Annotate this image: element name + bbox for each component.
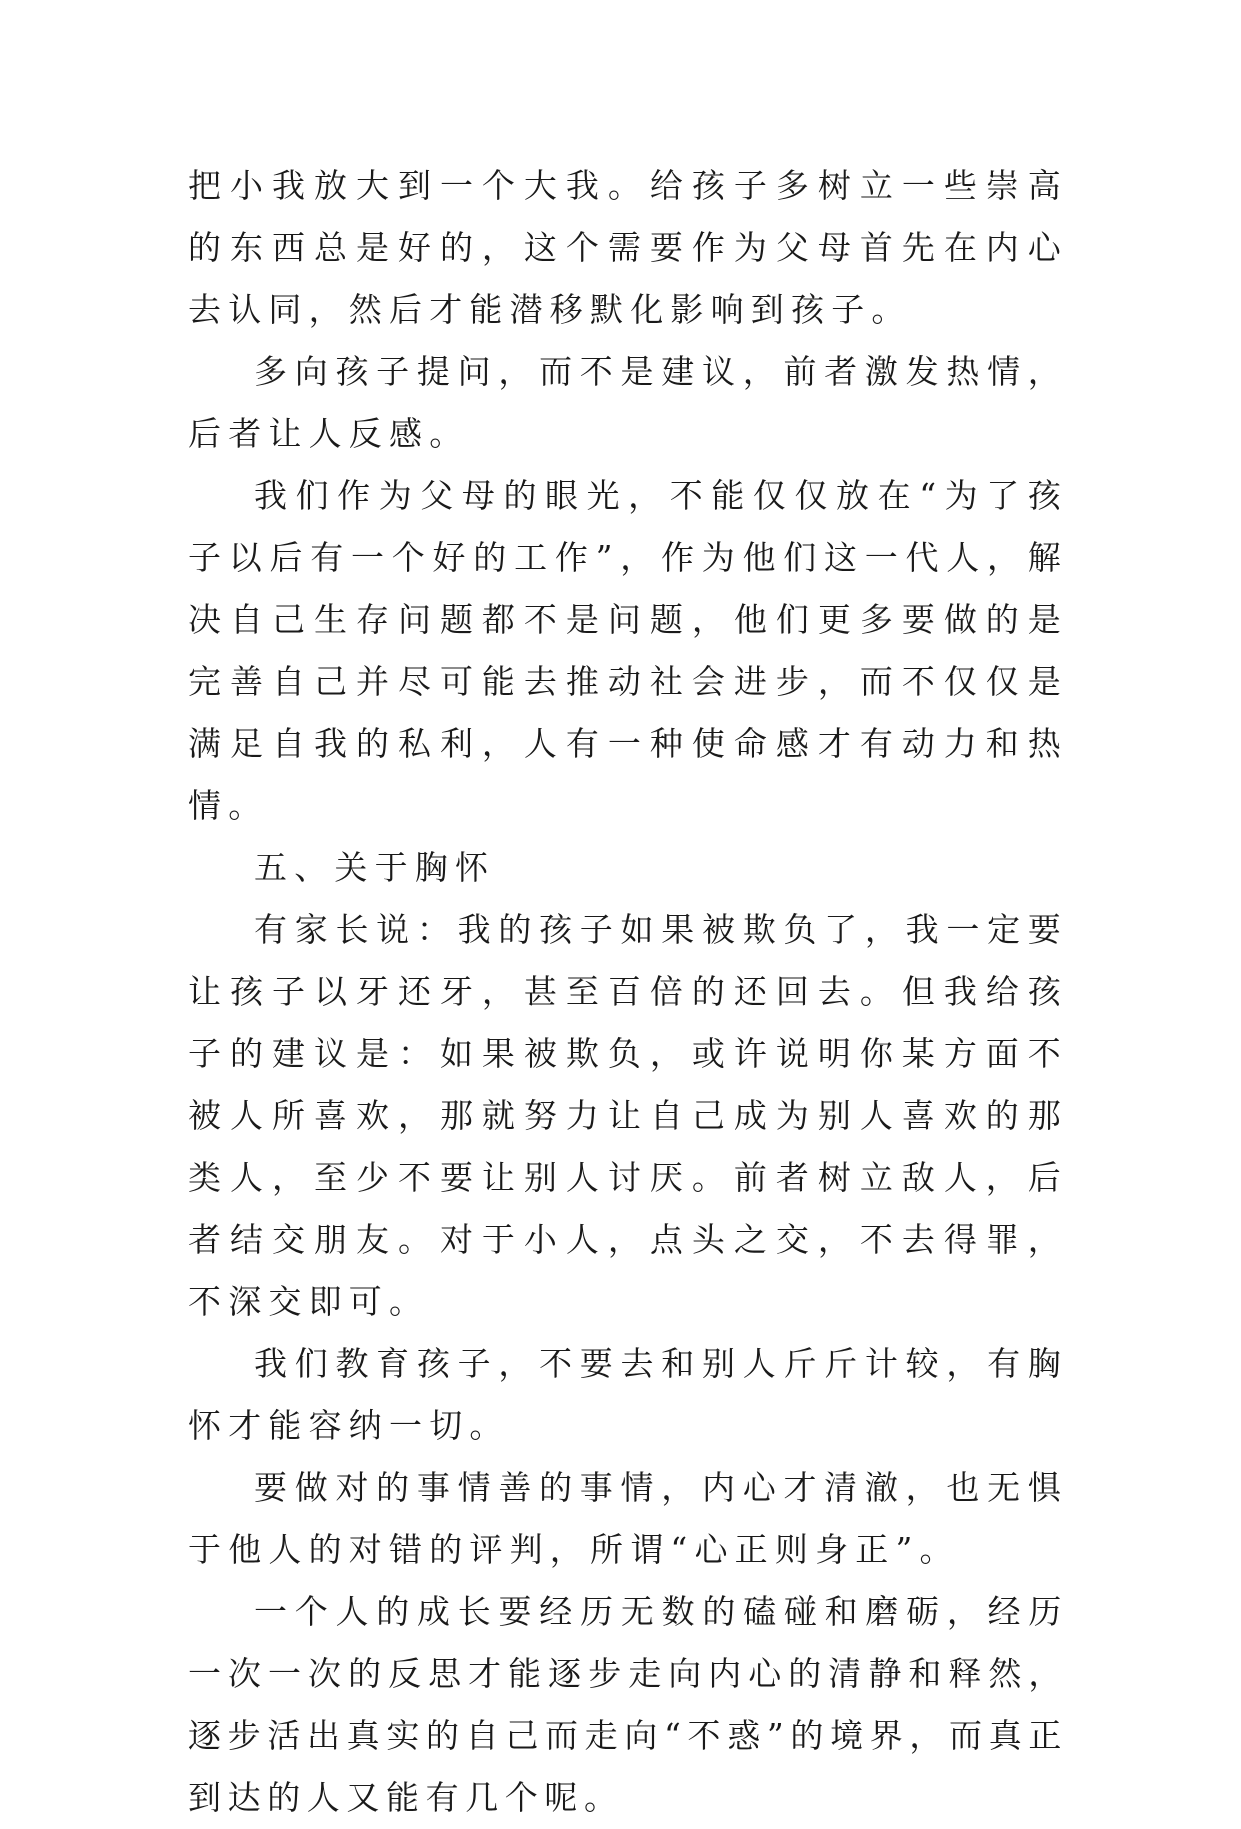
section-heading: 五、关于胸怀: [254, 848, 496, 887]
paragraph-7: 要做对的事情善的事情，内心才清澈，也无惧于他人的对错的评判，所谓“心正则身正”。: [188, 1468, 1068, 1569]
paragraph-1: 把小我放大到一个大我。给孩子多树立一些崇高的东西总是好的，这个需要作为父母首先在内心去认同，然后才能潜移默化影响到孩子。: [188, 166, 1068, 329]
paragraph-2: 多向孩子提问，而不是建议，前者激发热情，后者让人反感。: [188, 352, 1068, 453]
paragraph-6: 我们教育孩子，不要去和别人斤斤计较，有胸怀才能容纳一切。: [188, 1344, 1068, 1445]
paragraph-8: 一个人的成长要经历无数的磕碰和磨砺，经历一次一次的反思才能逐步走向内心的清静和释然，逐步活出真实的自己而走向“不惑”的境界，而真正到达的人又能有几个呢。: [188, 1592, 1068, 1817]
paragraph-5: 有家长说：我的孩子如果被欺负了，我一定要让孩子以牙还牙，甚至百倍的还回去。但我给孩子的建议是：如果被欺负，或许说明你某方面不被人所喜欢，那就努力让自己成为别人喜欢的那类人，至少不要让别人讨厌。前者树立敌人，后者结交朋友。对于小人，点头之交，不去得罪，不深交即可。: [188, 910, 1068, 1321]
paragraph-3: 我们作为父母的眼光，不能仅仅放在“为了孩子以后有一个好的工作”，作为他们这一代人，解决自己生存问题都不是问题，他们更多要做的是完善自己并尽可能去推动社会进步，而不仅仅是满足自我的私利，人有一种使命感才有动力和热情。: [188, 476, 1068, 825]
document-body: [188, 155, 1068, 1829]
